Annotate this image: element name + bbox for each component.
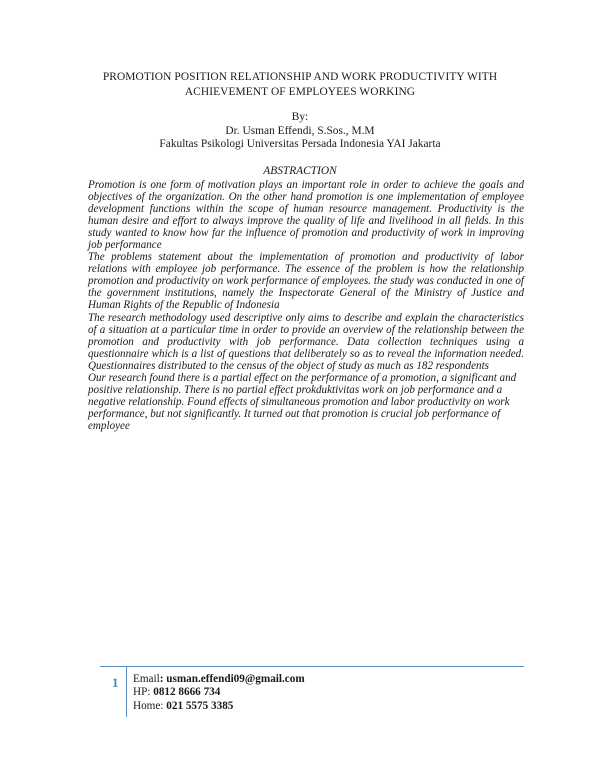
email-value: : usman.effendi09@gmail.com: [159, 673, 305, 685]
by-label: By:: [291, 111, 309, 123]
abstract-paragraph: The research methodology used descriptive only aims to describe and explain the characteristics of a situation at a particular time in order to provide an overview of the relationship between the promotion and productivity with job performance. Data collection techniques using a questionnaire which is a list of questions that deliberately so as to reveal the information needed. Questionnaires distributed to the census of the object of study as much as 182 respondents: [88, 311, 524, 372]
footer-email-line: [133, 673, 513, 686]
footer-rule: [100, 666, 524, 667]
email-label: Email: [133, 673, 160, 685]
abstract-paragraph: Promotion is one form of motivation plays an important role in order to achieve the goals and objectives of the organization. On the other hand promotion is one implementation of employee development functions within the scope of human resource management. Productivity is the human desire and effort to always improve the quality of life and livelihood in all fields. In this study wanted to know how far the influence of promotion and productivity of work in improving job performance: [88, 179, 524, 252]
byline: [60, 111, 540, 152]
abstract-body: [88, 179, 524, 432]
paper-title-line-2: ACHIEVEMENT OF EMPLOYEES WORKING: [184, 86, 416, 98]
page-number: 1: [112, 675, 119, 690]
abstract-paragraph: Our research found there is a partial effect on the performance of a promotion, a significant and positive relationship. There is no partial effect prokduktivitas work on job performance and a negative relationship. Found effects of simultaneous promotion and labor productivity on work performance, but not significantly. It turned out that promotion is crucial job performance of employee: [88, 371, 517, 432]
home-value: 021 5575 3385: [166, 699, 234, 712]
footer-home-line: [133, 700, 513, 713]
author-name: Dr. Usman Effendi, S.Sos., M.M: [225, 124, 375, 137]
hp-value: 0812 8666 734: [153, 686, 221, 699]
hp-label: HP:: [133, 686, 154, 699]
home-label: Home:: [133, 699, 167, 712]
paper-title: [60, 70, 540, 100]
footer-divider: [126, 667, 127, 717]
footer-hp-line: [133, 686, 513, 699]
footer-contact: [133, 673, 513, 713]
paper-title-line-1: PROMOTION POSITION RELATIONSHIP AND WORK PRODUCTIVITY WITH: [102, 71, 498, 83]
abstract-heading: ABSTRACTION: [263, 165, 337, 177]
author-affiliation: Fakultas Psikologi Universitas Persada Indonesia YAI Jakarta: [159, 138, 441, 150]
abstract-paragraph: The problems statement about the implementation of promotion and productivity of labor relations with employee job performance. The essence of the problem is how the relationship promotion and productivity on work performance of employees. the study was conducted in one of the government institutions, namely the Inspectorate General of the Ministry of Justice and Human Rights of the Republic of Indonesia: [88, 251, 524, 312]
